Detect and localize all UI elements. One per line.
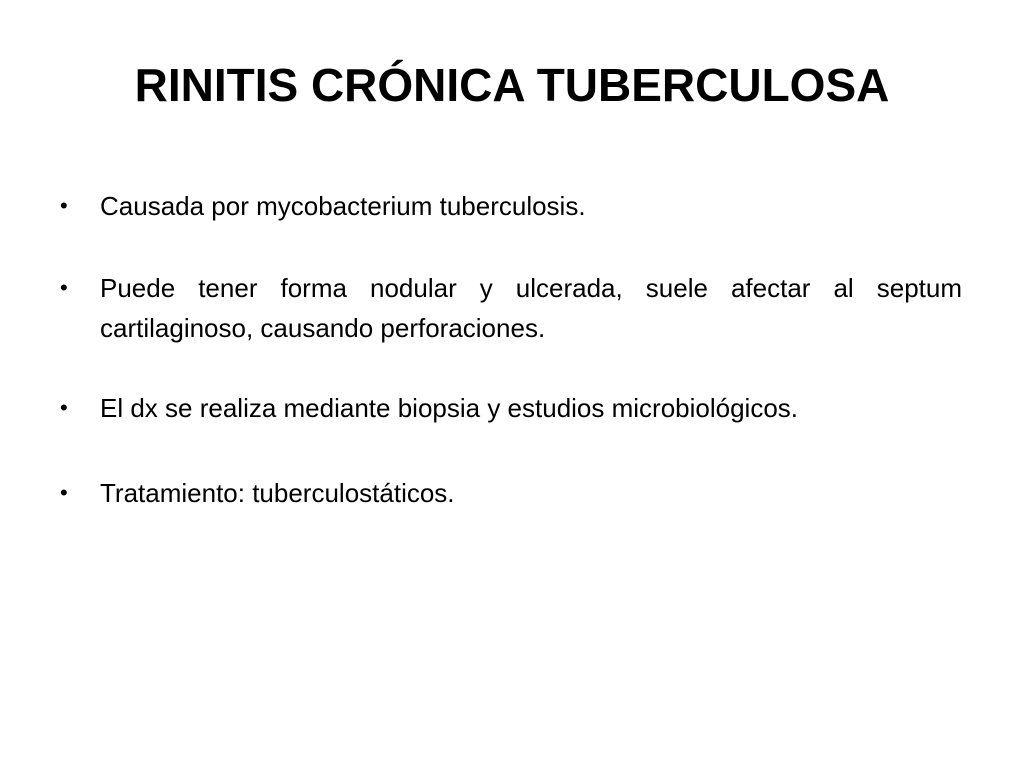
bullet-dot-icon: • [60, 480, 68, 505]
slide-title: RINITIS CRÓNICA TUBERCULOSA [134, 59, 890, 111]
bullet-dot-icon: • [60, 275, 68, 300]
bullet-item [58, 388, 962, 428]
bullet-text: Puede tener forma nodular y ulcerada, suele afectar al septum cartilaginoso, causando perforaciones. [100, 273, 962, 343]
bullet-item [58, 186, 962, 226]
bullet-item [58, 473, 962, 513]
bullet-item [58, 268, 962, 348]
bullet-list [58, 186, 962, 513]
bullet-text: El dx se realiza mediante biopsia y estudios microbiológicos. [100, 393, 799, 423]
bullet-dot-icon: • [60, 395, 68, 420]
bullet-text: Tratamiento: tuberculostáticos. [100, 478, 455, 508]
bullet-text: Causada por mycobacterium tuberculosis. [100, 191, 586, 221]
bullet-dot-icon: • [60, 193, 68, 218]
